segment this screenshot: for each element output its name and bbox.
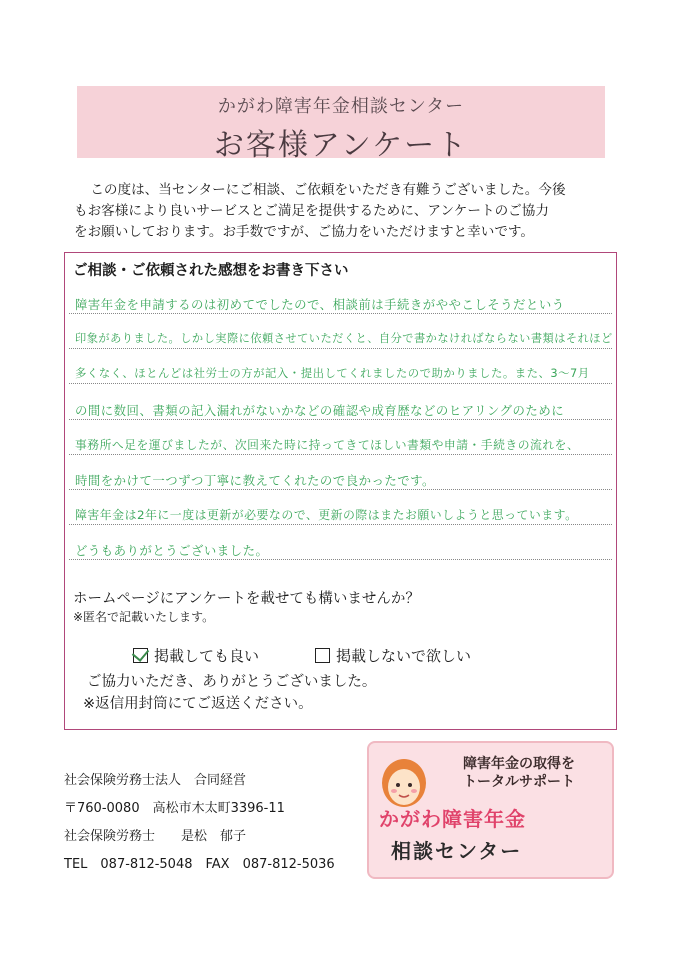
handwritten-line: 障害年金は2年に一度は更新が必要なので、更新の際はまたお願いしようと思っています。: [75, 508, 578, 522]
checked-checkbox-icon[interactable]: [133, 648, 148, 663]
option-decline-label: 掲載しないで欲しい: [336, 647, 472, 665]
writing-line: [69, 348, 612, 349]
handwritten-line: 多くなく、ほとんどは社労士の方が記入・提出してくれましたので助かりました。また、3〜7月: [75, 366, 590, 380]
tagline-line: トータルサポート: [463, 774, 575, 790]
logo-name-line: 相談センター: [391, 839, 523, 863]
option-allow[interactable]: [133, 645, 259, 666]
logo-tagline: [435, 755, 603, 791]
handwritten-line: 時間をかけて一つずつ丁寧に教えてくれたので良かったです。: [75, 473, 435, 488]
return-note: ※返信用封筒にてご返送ください。: [83, 696, 313, 712]
mascot-face-icon: [379, 753, 429, 809]
thanks-message: ご協力いただき、ありがとうございました。: [87, 674, 377, 690]
tagline-line: 障害年金の取得を: [463, 756, 575, 772]
handwritten-line: の間に数回、書類の記入漏れがないかなどの確認や成育歴などのヒアリングのために: [75, 403, 565, 418]
writing-line: [69, 383, 612, 384]
handwritten-line: 事務所へ足を運びましたが、次回来た時に持ってきてほしい書類や申請・手続きの流れを、: [75, 438, 580, 452]
feedback-heading: ご相談・ご依頼された感想をお書き下さい: [73, 263, 349, 279]
intro-line: この度は、当センターにご相談、ご依頼をいただき有難うございました。今後: [90, 182, 566, 198]
writing-line: [69, 559, 612, 560]
intro-line: もお客様により良いサービスとご満足を提供するために、アンケートのご協力: [74, 203, 549, 219]
page-title: お客様アンケート: [213, 128, 469, 163]
contact-info: [64, 767, 335, 879]
survey-form-box: [64, 252, 617, 730]
consultant-name: 社会保険労務士 是松 郁子: [64, 829, 247, 844]
writing-line: [69, 524, 612, 525]
option-decline[interactable]: [315, 645, 471, 666]
empty-checkbox-icon[interactable]: [315, 648, 330, 663]
handwritten-line: 障害年金を申請するのは初めてでしたので、相談前は手続きがややこしそうだという: [75, 297, 565, 312]
closing-text: [83, 671, 377, 715]
logo-name-line: かがわ障害年金: [379, 807, 526, 831]
corporation-name: 社会保険労務士法人 合同経営: [64, 773, 247, 788]
address: 〒760-0080 高松市木太町3396-11: [64, 801, 285, 816]
phone-fax: TEL 087-812-5048 FAX 087-812-5036: [64, 857, 335, 872]
writing-line: [69, 454, 612, 455]
permission-question: ホームページにアンケートを載せても構いませんか？: [73, 591, 420, 607]
survey-header: [77, 86, 605, 163]
option-allow-label: 掲載しても良い: [154, 647, 260, 665]
organization-name: かがわ障害年金相談センター: [217, 96, 465, 117]
intro-text: [74, 180, 614, 243]
handwritten-line: どうもありがとうございました。: [75, 543, 269, 558]
writing-line: [69, 419, 612, 420]
anonymity-note: ※匿名で記載いたします。: [73, 610, 215, 624]
center-logo: [367, 741, 614, 879]
handwritten-line: 印象がありました。しかし実際に依頼させていただくと、自分で書かなければならない書類はそれほど: [75, 332, 613, 345]
intro-line: をお願いしております。お手数ですが、ご協力をいただけますと幸いです。: [74, 224, 535, 240]
writing-line: [69, 313, 612, 314]
writing-line: [69, 489, 612, 490]
